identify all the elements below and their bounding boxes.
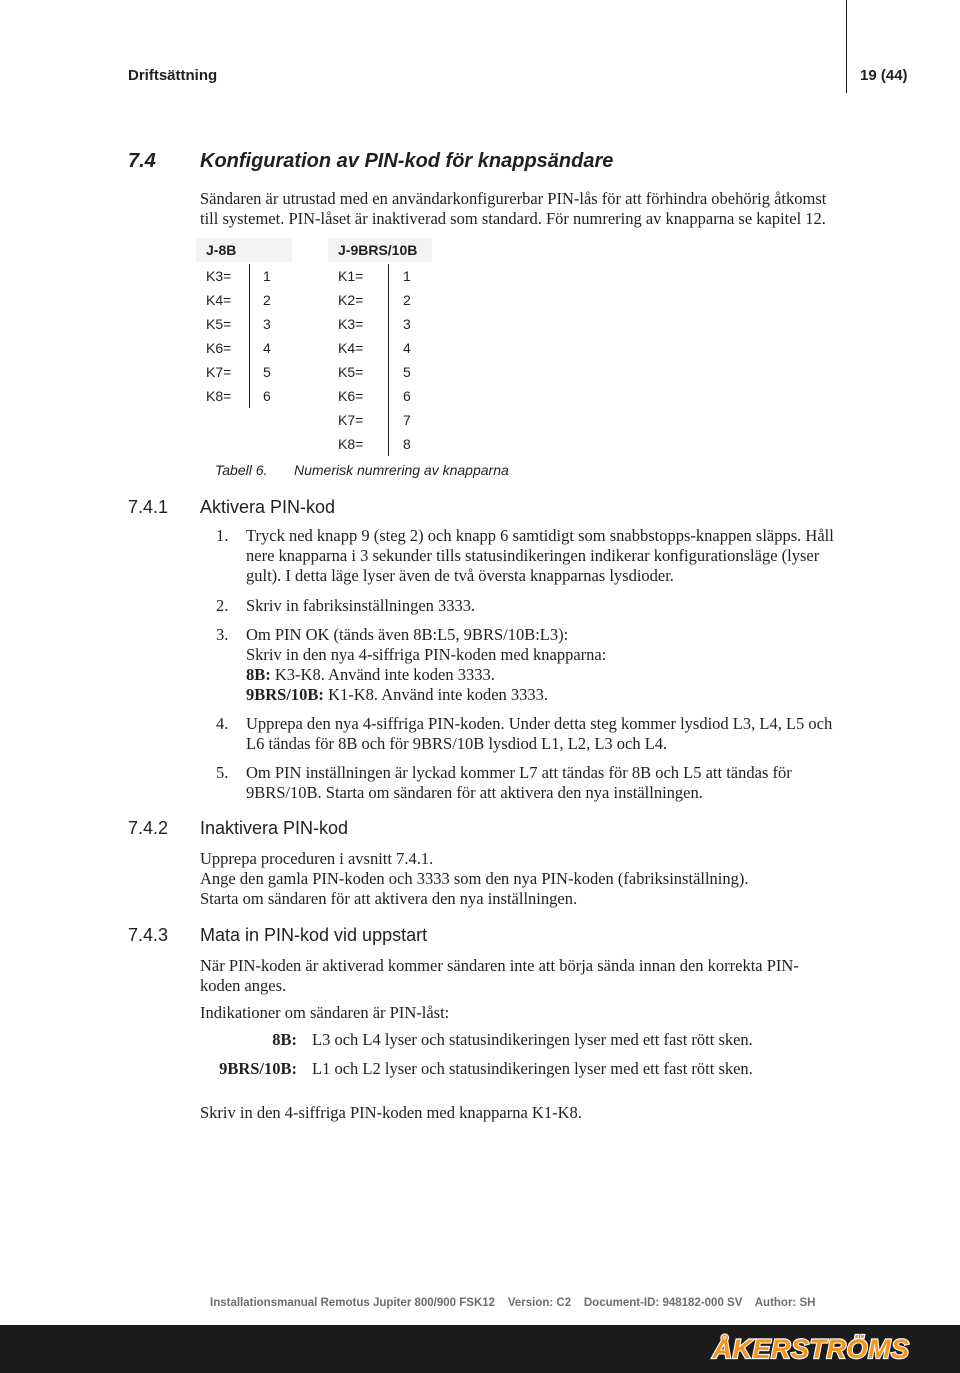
- table-key: K1=: [338, 268, 364, 284]
- table-column-divider: [388, 264, 389, 456]
- table-key: K8=: [338, 436, 364, 452]
- subsection-number: 7.4.1: [128, 497, 169, 517]
- list-line: L6 tändas för 8B och för 9BRS/10B lysdiod L1, L2, L3 och L4.: [246, 734, 668, 753]
- table-key: K6=: [338, 388, 364, 404]
- table-value: 3: [263, 316, 271, 332]
- list-line: Upprepa den nya 4-siffriga PIN-koden. Under detta steg kommer lysdiod L3, L4, L5 och: [246, 714, 833, 733]
- table-key: K3=: [338, 316, 364, 332]
- table-key: K6=: [206, 340, 232, 356]
- table-caption-text: Numerisk numrering av knapparna: [294, 462, 509, 478]
- table-value: 4: [403, 340, 411, 356]
- text-line: När PIN-koden är aktiverad kommer sändaren inte att börja sända innan den korrekta PIN-: [200, 956, 799, 975]
- list-line: Tryck ned knapp 9 (steg 2) och knapp 6 samtidigt som snabbstopps-knappen släpps. Håll: [246, 526, 834, 545]
- list-line: nere knapparna i 3 sekunder tills statusindikeringen indikerar konfigurationsläge (lyser: [246, 546, 820, 565]
- paragraph: [200, 849, 902, 909]
- text-line: Starta om sändaren för att aktivera den nya inställningen.: [200, 889, 578, 908]
- section-number: 7.4: [128, 150, 156, 172]
- list-item: [246, 596, 902, 616]
- table-value: 2: [263, 292, 271, 308]
- subsection-title: Mata in PIN-kod vid uppstart: [200, 925, 428, 945]
- model-label: 9BRS/10B:: [246, 685, 324, 704]
- intro-line: Sändaren är utrustad med en användarkonfigurerbar PIN-lås för att förhindra obehörig åtkomst: [200, 189, 827, 208]
- text-line: koden anges.: [200, 976, 287, 995]
- paragraph: Indikationer om sändaren är PIN-låst:: [200, 1003, 450, 1022]
- table-key: K4=: [338, 340, 364, 356]
- company-logo: [693, 1331, 929, 1365]
- table-value: 7: [403, 412, 411, 428]
- indicator-text: L3 och L4 lyser och statusindikeringen lyser med ett fast rött sken.: [312, 1030, 753, 1049]
- list-line-text: K1-K8. Använd inte koden 3333.: [323, 685, 549, 704]
- table-value: 1: [403, 268, 411, 284]
- list-line: Skriv in den nya 4-siffriga PIN-koden med knapparna:: [246, 645, 607, 664]
- akerstroms-logo: [693, 1331, 929, 1365]
- intro-line: till systemet. PIN-låset är inaktiverad som standard. För numrering av knapparna se kapitel 12.: [200, 209, 826, 228]
- table-header: J-9BRS/10B: [338, 242, 418, 258]
- list-item: [246, 714, 902, 754]
- subsection-number: 7.4.3: [128, 925, 169, 945]
- page-number: 19 (44): [860, 67, 908, 84]
- table-value: 2: [403, 292, 411, 308]
- list-line: Skriv in fabriksinställningen 3333.: [246, 596, 476, 615]
- section-title: Konfiguration av PIN-kod för knappsändare: [200, 150, 614, 172]
- model-label: 8B:: [246, 665, 271, 684]
- table-key: K2=: [338, 292, 364, 308]
- list-line: [246, 685, 902, 705]
- table-value: 6: [403, 388, 411, 404]
- list-number: 1.: [216, 526, 229, 545]
- list-number: 2.: [216, 596, 229, 615]
- table-value: 6: [263, 388, 271, 404]
- running-header-section: Driftsättning: [128, 67, 218, 84]
- list-number: 3.: [216, 625, 229, 644]
- table-key: K7=: [338, 412, 364, 428]
- table-value: 8: [403, 436, 411, 452]
- table-value: 4: [263, 340, 271, 356]
- intro-paragraph: [200, 189, 902, 229]
- list-line: [246, 665, 902, 685]
- list-line-text: K3-K8. Använd inte koden 3333.: [270, 665, 495, 684]
- list-item: [246, 763, 902, 803]
- list-line: gult). I detta läge lyser även de två översta knapparnas lysdioder.: [246, 566, 674, 585]
- indicator-label: 9BRS/10B:: [219, 1059, 297, 1078]
- header-divider: [846, 0, 847, 93]
- table-j9brs10b: [328, 238, 432, 456]
- table-j8b: [196, 238, 292, 408]
- table-value: 1: [263, 268, 271, 284]
- table-key: K5=: [338, 364, 364, 380]
- list-line: Om PIN OK (tänds även 8B:L5, 9BRS/10B:L3):: [246, 625, 569, 644]
- subsection-number: 7.4.2: [128, 818, 169, 838]
- text-line: Upprepa proceduren i avsnitt 7.4.1.: [200, 849, 434, 868]
- table-key: K5=: [206, 316, 232, 332]
- table-value: 5: [403, 364, 411, 380]
- indicator-label: 8B:: [272, 1030, 297, 1049]
- subsection-title: Inaktivera PIN-kod: [200, 818, 349, 838]
- indicator-text: L1 och L2 lyser och statusindikeringen lyser med ett fast rött sken.: [312, 1059, 753, 1078]
- footer-document-info: Installationsmanual Remotus Jupiter 800/900 FSK12 Version: C2 Document-ID: 948182-000 SV Author: SH: [210, 1297, 816, 1309]
- table-key: K7=: [206, 364, 232, 380]
- list-item: [246, 625, 902, 705]
- table-value: 3: [403, 316, 411, 332]
- table-header: J-8B: [206, 242, 237, 258]
- paragraph: Skriv in den 4-siffriga PIN-koden med knapparna K1-K8.: [200, 1103, 582, 1122]
- table-key: K8=: [206, 388, 232, 404]
- table-key: K3=: [206, 268, 232, 284]
- logo-wordmark: ÅKERSTRÖMS: [712, 1334, 910, 1364]
- list-number: 4.: [216, 714, 229, 733]
- table-key: K4=: [206, 292, 232, 308]
- table-column-divider: [249, 264, 250, 408]
- list-number: 5.: [216, 763, 229, 782]
- paragraph: [200, 956, 902, 996]
- list-line: Om PIN inställningen är lyckad kommer L7 att tändas för 8B och L5 att tändas för: [246, 763, 792, 782]
- list-item: [246, 526, 902, 586]
- text-line: Ange den gamla PIN-koden och 3333 som den nya PIN-koden (fabriksinställning).: [200, 869, 749, 888]
- table-caption-label: Tabell 6.: [215, 462, 268, 478]
- table-value: 5: [263, 364, 271, 380]
- list-line: 9BRS/10B. Starta om sändaren för att aktivera den nya inställningen.: [246, 783, 703, 802]
- subsection-title: Aktivera PIN-kod: [200, 497, 336, 517]
